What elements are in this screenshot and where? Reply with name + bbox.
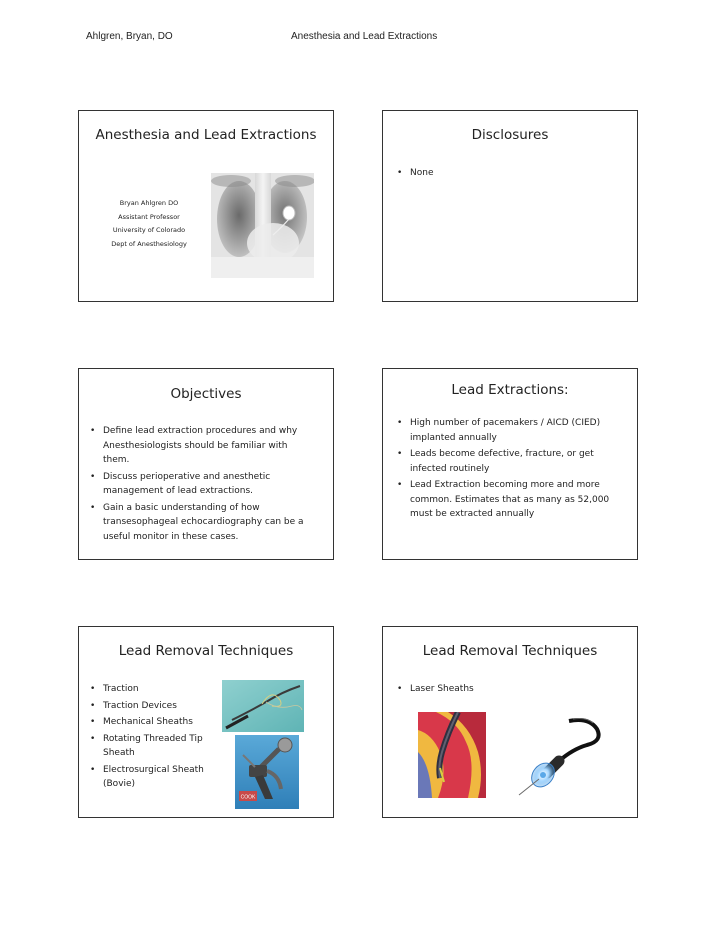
laser-list (397, 682, 597, 699)
slide-lead-removal-techniques-2 (382, 626, 638, 818)
list-item: • Traction Devices (90, 699, 220, 714)
list-item: • Leads become defective, fracture, or get infected routinely (397, 447, 625, 476)
lead-extractions-list (397, 416, 625, 524)
list-item: • Gain a basic understanding of how transesophageal echocardiography can be a useful monitor in these cases. (90, 501, 315, 545)
laser-catheter-image (513, 715, 605, 797)
slide-4-title: Lead Extractions: (451, 382, 569, 398)
list-item: • Electrosurgical Sheath (Bovie) (90, 763, 220, 792)
slide-lead-extractions (382, 368, 638, 560)
list-item: • Define lead extraction procedures and why Anesthesiologists should be familiar with them. (90, 424, 315, 468)
author-university: University of Colorado (112, 226, 186, 234)
slide-6-title: Lead Removal Techniques (422, 643, 598, 659)
slide-objectives (78, 368, 334, 560)
author-department: Dept of Anesthesiology (111, 239, 187, 248)
disclosures-list (397, 166, 627, 183)
rotating-sheath-device-image (235, 735, 299, 809)
author-position: Assistant Professor (118, 212, 180, 221)
list-item: • Traction (90, 682, 220, 697)
cook-logo-text: COOK (240, 794, 256, 801)
slide-5-title: Lead Removal Techniques (118, 643, 294, 659)
list-item: • Laser Sheaths (397, 682, 597, 697)
slide-disclosures (382, 110, 638, 302)
slide-lead-removal-techniques-1 (78, 626, 334, 818)
list-item: • Rotating Threaded Tip Sheath (90, 732, 220, 761)
laser-sheath-heart-image (418, 712, 486, 798)
list-item: • Discuss perioperative and anesthetic management of lead extractions. (90, 470, 315, 499)
slide-3-title: Objectives (170, 386, 242, 402)
slide-2-title: Disclosures (471, 127, 549, 143)
objectives-list (90, 424, 315, 546)
author-block (93, 197, 205, 251)
traction-device-image (222, 680, 304, 732)
list-item: • High number of pacemakers / AICD (CIED) implanted annually (397, 416, 625, 445)
list-item: • None (397, 166, 627, 181)
chest-xray-image (211, 173, 314, 278)
list-item: • Mechanical Sheaths (90, 715, 220, 730)
slide-title (78, 110, 334, 302)
list-item: • Lead Extraction becoming more and more common. Estimates that as many as 52,000 must be extracted annually (397, 478, 625, 522)
techniques-list (90, 682, 220, 794)
header-author: Ahlgren, Bryan, DO (86, 31, 173, 42)
author-name: Bryan Ahlgren DO (119, 199, 179, 207)
slide-1-title: Anesthesia and Lead Extractions (95, 127, 317, 143)
header-doc-title: Anesthesia and Lead Extractions (291, 31, 438, 42)
